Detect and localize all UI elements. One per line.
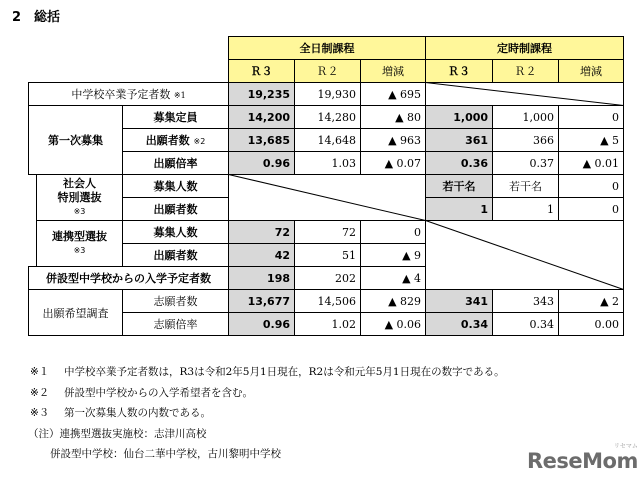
notes [30,362,505,465]
table-row: 出願倍率 0.96 1.03 ▲ 0.07 0.36 0.37 ▲ 0.01 [29,152,624,175]
first-round-group: 第一次募集 [29,106,123,175]
note-2: ※２ 併設型中学校からの入学希望者を含む。 [30,386,253,399]
empty-cell [229,175,426,221]
note-1: ※１ 中学校卒業予定者数は，R3は令和2年5月1日現在，R2は令和元年5月1日現在の数字である。 [30,366,505,378]
linked-group: 連携型選抜 ※3 [37,221,123,267]
header-row-1 [29,37,624,60]
col-r3-full: Ｒ３ [229,60,295,83]
summary-table [28,36,624,336]
header-row-2 [29,60,624,83]
col-change-full: 増減 [361,60,426,83]
col-r3-part: Ｒ３ [426,60,493,83]
col-r2-part: Ｒ２ [493,60,559,83]
table-row: 社会人 特別選抜 ※3 募集人数 若干名 若干名 0 [29,175,624,198]
table-row: 出願者数 1 1 0 [29,198,624,221]
graduates-label: 中学校卒業予定者数 ※1 [29,83,229,106]
empty-cell [426,221,624,290]
survey-group: 出願希望調査 [29,290,123,336]
table-row: 志願倍率 0.96 1.02 ▲ 0.06 0.34 0.34 0.00 [29,313,624,336]
table-row: 中学校卒業予定者数 ※1 19,235 19,930 ▲ 695 [29,83,624,106]
col-r2-full: Ｒ２ [295,60,361,83]
table-row: 併設型中学校からの入学予定者数 198 202 ▲ 4 [29,267,624,290]
remark-1: （注）連携型選抜実施校：志津川高校 [28,427,207,440]
col-change-part: 増減 [559,60,624,83]
remark-2: 併設型中学校：仙台二華中学校，古川黎明中学校 [50,448,281,460]
social-group: 社会人 特別選抜 ※3 [37,175,123,221]
fullday-header: 全日制課程 [229,37,426,60]
table-row: 出願希望調査 志願者数 13,677 14,506 ▲ 829 341 343 ▲ 2 [29,290,624,313]
table-row: 出願者数 42 51 ▲ 9 [29,244,624,267]
resemom-logo: リセマム ReseMom [527,443,638,473]
empty-cell [426,83,624,106]
section-heading: 2 総括 [12,10,61,25]
parttime-header: 定時制課程 [426,37,624,60]
table-row: 出願者数 ※2 13,685 14,648 ▲ 963 361 366 ▲ 5 [29,129,624,152]
note-3: ※３ 第一次募集人数の内数である。 [30,407,211,419]
table-row: 第一次募集 募集定員 14,200 14,280 ▲ 80 1,000 1,000 0 [29,106,624,129]
table-row: 連携型選抜 ※3 募集人数 72 72 0 [29,221,624,244]
